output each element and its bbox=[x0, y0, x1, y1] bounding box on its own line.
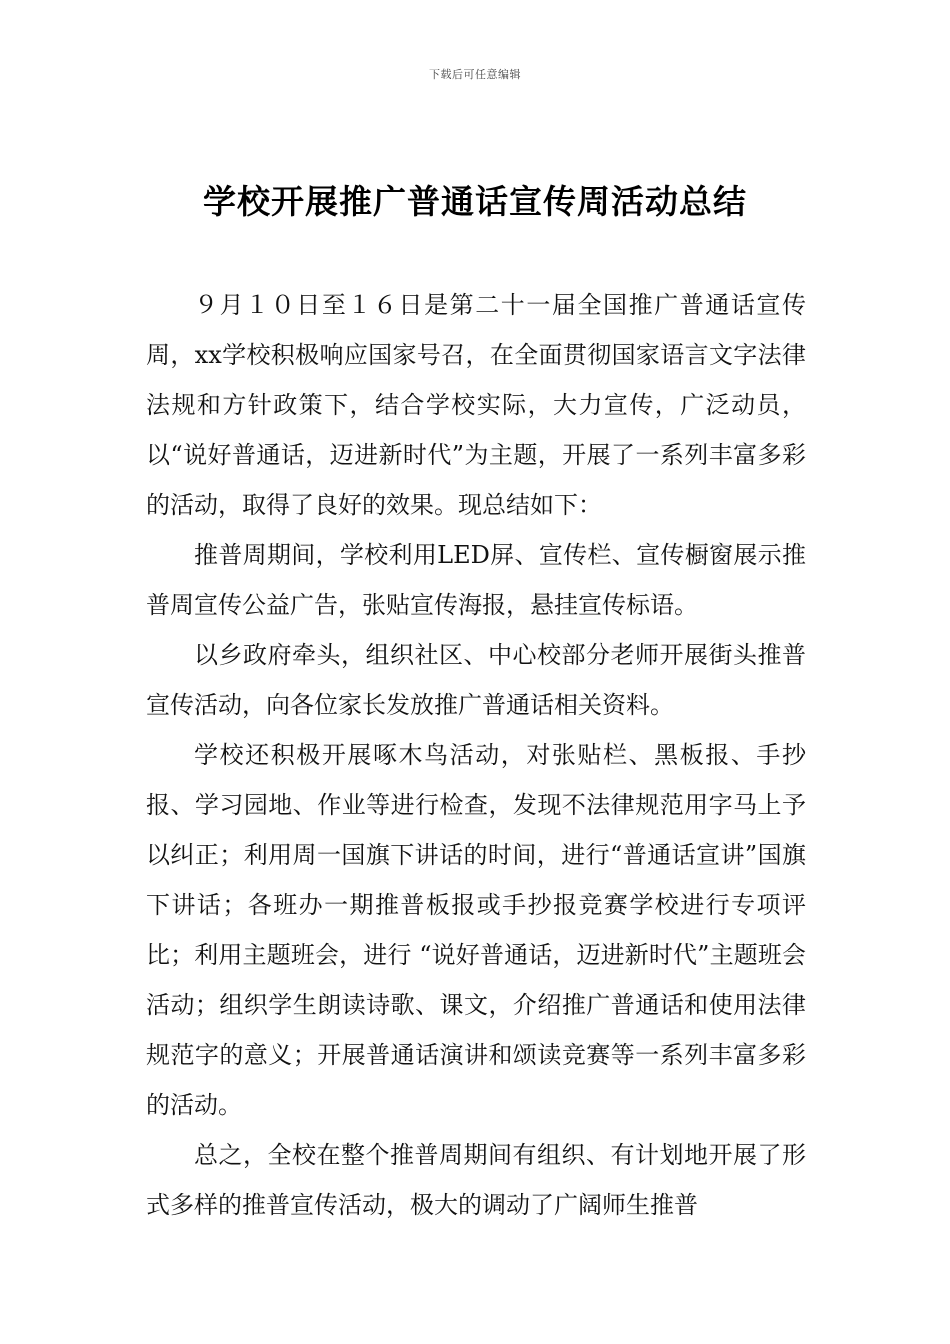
document-title: 学校开展推广普通话宣传周活动总结 bbox=[203, 182, 747, 221]
document-body bbox=[146, 280, 806, 1230]
paragraph-street-promotion: 以乡政府牵头，组织社区、中心校部分老师开展街头推普宣传活动，向各位家长发放推广普通话相关资料。 bbox=[146, 641, 806, 719]
header-note: 下载后可任意编辑 bbox=[429, 68, 521, 81]
paragraph-summary: 总之，全校在整个推普周期间有组织、有计划地开展了形式多样的推普宣传活动，极大的调动了广阔师生推普 bbox=[146, 1141, 806, 1219]
paragraph-publicity: 推普周期间，学校利用LED屏、宣传栏、宣传橱窗展示推普周宣传公益广告，张贴宣传海报，悬挂宣传标语。 bbox=[146, 541, 806, 619]
paragraph-school-activities: 学校还积极开展啄木鸟活动，对张贴栏、黑板报、手抄报、学习园地、作业等进行检查，发现不法律规范用字马上予以纠正；利用周一国旗下讲话的时间，进行“普通话宣讲”国旗下讲话；各班办一期推普板报或手抄报竞赛学校进行专项评比；利用主题班会，进行 “说好普通话，迈进新时代”主题班会活动；组织学生朗读诗歌、课文，介绍推广普通话和使用法律规范字的意义；开展普通话演讲和颂读竞赛等一系列丰富多彩的活动。 bbox=[146, 741, 806, 1119]
paragraph-intro: ９月１０日至１６日是第二十一届全国推广普通话宣传周，xx学校积极响应国家号召，在全面贯彻国家语言文字法律法规和方针政策下，结合学校实际，大力宣传，广泛动员，以“说好普通话，迈进新时代”为主题，开展了一系列丰富多彩的活动，取得了良好的效果。现总结如下： bbox=[146, 291, 806, 519]
